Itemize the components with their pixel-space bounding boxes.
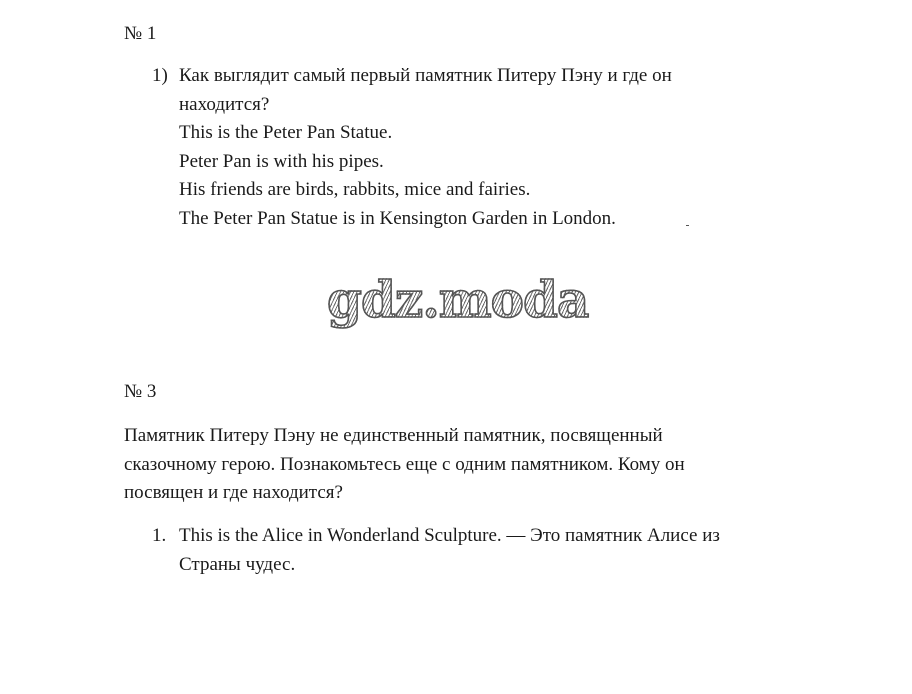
section-1-answer-block <box>179 62 672 233</box>
section-1-heading: № 1 <box>124 23 157 44</box>
question-line: находится? <box>179 93 270 115</box>
answer-line: This is the Alice in Wonderland Sculpture. — Это памятник Алисе из <box>179 525 720 546</box>
list-item-number: 1. <box>152 525 167 546</box>
list-item-number: 1) <box>152 65 168 86</box>
intro-line: посвящен и где находится? <box>124 482 343 503</box>
answer-line: His friends are birds, rabbits, mice and fairies. <box>179 179 531 200</box>
section-3-intro <box>124 422 685 508</box>
answer-line: The Peter Pan Statue is in Kensington Garden in London. <box>179 207 616 229</box>
answer-line: This is the Peter Pan Statue. <box>179 122 393 143</box>
answer-line: Peter Pan is with his pipes. <box>179 150 384 172</box>
section-3-answer-block <box>179 522 720 579</box>
intro-line: Памятник Питеру Пэну не единственный памятник, посвященный <box>124 425 663 446</box>
section-3-heading: № 3 <box>124 381 157 402</box>
watermark-logo: gdz.moda <box>327 270 589 329</box>
answer-line: Страны чудес. <box>179 553 296 575</box>
question-line: Как выглядит самый первый памятник Питеру Пэну и где он <box>179 65 672 86</box>
scan-speck <box>686 225 689 226</box>
intro-line: сказочному герою. Познакомьтесь еще с одним памятником. Кому он <box>124 453 685 475</box>
